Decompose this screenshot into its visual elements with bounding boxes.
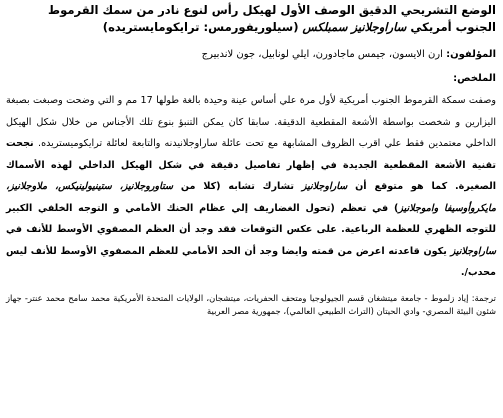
- abstract-text-3: كما هو متوقع أن: [347, 181, 456, 192]
- title-line-2-prefix: الجنوب أمريكي: [406, 20, 496, 34]
- abstract-genera-list: ستاوروجلانيز، ستينيولينيكس، ملاوجلانيز، مايكروأوسيفا واموجلانيز: [6, 181, 496, 214]
- abstract-text-5: ) في تعظم (تحول الغضاريف إلي عظام الحنك الأمامي و التوجه الخلفي الكبير للتوجه الظهري للعظمة الرباعية. على عكس التوقعات فقد وجد أن العظم المصفوي الأوسط للأنف في: [6, 202, 496, 235]
- abstract-genus-1: ساراوجلانيز: [301, 181, 348, 192]
- translation-credits: ترجمة: إياد زلموط - جامعة ميتشغان قسم الجيولوجيا ومتحف الحفريات، ميتشجان، الولايات المتحدة الأمريكية محمد سامح محمد عنتر- جهاز شئون البيئة المصري- وادي الحيتان (التراث الطبيعي العالمي)، جمهورية مصر العربية: [6, 292, 496, 316]
- title-genus-name: ساراوجلانيز سمبلكس: [302, 20, 407, 34]
- abstract-text-1: وصفت سمكة القرموط الجنوب أمريكية لأول مرة علي أساس عينة وحيدة بالغة طولها 17 مم و التي وضحت وصبغت بصبغة اليزارين و شخصت بواسطة الأشعة المقطعية الدقيقة. سابقا كان يمكن التنبؤ بنوع تلك الأجناس من خلال شكل الهيكل الداخلي معتمدين فقط علي اقرب الظروف المشابهة مع تحت عائلة ساراوجلانيدنه والتابعة لعائلة ترايكوميستريده.: [6, 95, 496, 149]
- article-page: [6, 2, 496, 416]
- title-line-2-suffix: (سيلوريفورمس: ترايكومايستريده): [102, 20, 303, 34]
- title-line-1: الوضع التشريحي الدقيق الوصف الأول لهيكل رأس لنوع نادر من سمك القرموط: [48, 3, 496, 17]
- authors-line: [6, 48, 496, 62]
- abstract-genus-2: ساراوجلانيز: [450, 245, 496, 257]
- abstract-text-bold: نجحت تقنية الأشعة المقطعية الجديدة في إظهار تفاصيل دقيقة في شكل الهيكل الداخلي لهذه الأسماك الصغيرة.: [6, 138, 496, 192]
- abstract-body: [6, 90, 496, 284]
- authors-names: ارن الايسون، جيمس ماجادورن، ايلي لونابيل، جون لاندبيرج: [201, 49, 447, 60]
- abstract-text-6: يكون قاعدته اعرض من قمته وايضا وجد أن الحد الأمامي للعظم المصفوي الأوسط للأنف ليس محدب/.: [6, 245, 496, 278]
- article-title: [6, 2, 496, 36]
- authors-label: المؤلفون:: [446, 49, 496, 60]
- abstract-text-4: تشارك تشابه (كلا من: [173, 181, 302, 192]
- abstract-label: الملخص:: [453, 73, 496, 84]
